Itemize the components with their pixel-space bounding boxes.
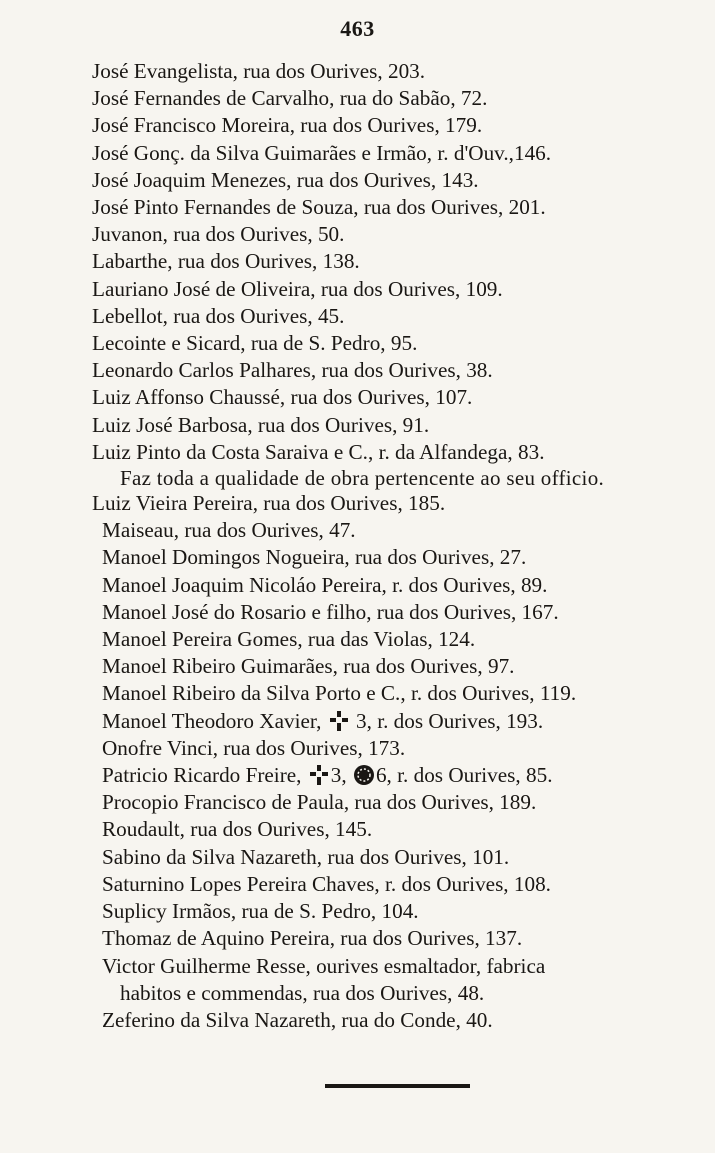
entry-text-part: Patricio Ricardo Freire, — [102, 763, 307, 788]
directory-entry: Lauriano José de Oliveira, rua dos Ourives, 109. — [92, 276, 503, 301]
order-cross-icon — [308, 764, 330, 786]
entry-text-part: 3, — [330, 763, 352, 788]
directory-entry: Procopio Francisco de Paula, rua dos Ourives, 189. — [102, 790, 537, 815]
directory-entry: Lebellot, rua dos Ourives, 45. — [92, 303, 345, 328]
directory-entry: Manoel Joaquim Nicoláo Pereira, r. dos Ourives, 89. — [102, 572, 548, 597]
entry-text-part: Manoel Theodoro Xavier, — [102, 708, 327, 733]
directory-entries — [92, 58, 692, 1034]
directory-entry: Maiseau, rua dos Ourives, 47. — [102, 518, 356, 543]
entry-continuation: habitos e commendas, rua dos Ourives, 48. — [120, 980, 485, 1005]
directory-entry — [92, 708, 692, 735]
directory-entry: Manoel Pereira Gomes, rua das Violas, 124. — [102, 627, 476, 652]
directory-entry: José Evangelista, rua dos Ourives, 203. — [92, 59, 426, 83]
directory-entry: Sabino da Silva Nazareth, rua dos Ourives, 101. — [102, 844, 510, 869]
directory-entry: José Francisco Moreira, rua dos Ourives, 179. — [92, 113, 483, 138]
directory-entry: Saturnino Lopes Pereira Chaves, r. dos Ourives, 108. — [102, 871, 551, 896]
directory-entry: Luiz Affonso Chaussé, rua dos Ourives, 107. — [92, 385, 473, 410]
directory-entry: Lecointe e Sicard, rua de S. Pedro, 95. — [92, 331, 418, 356]
directory-entry: Luiz José Barbosa, rua dos Ourives, 91. — [92, 412, 430, 437]
entry-text-part: 6, r. dos Ourives, 85. — [375, 763, 553, 788]
directory-entry: Onofre Vinci, rua dos Ourives, 173. — [102, 735, 406, 760]
order-cross-icon — [328, 710, 350, 732]
directory-entry: José Joaquim Menezes, rua dos Ourives, 143. — [92, 167, 479, 192]
directory-entry: Thomaz de Aquino Pereira, rua dos Ourives, 137. — [102, 926, 523, 951]
directory-entry: Manoel Ribeiro Guimarães, rua dos Ourives, 97. — [102, 654, 515, 679]
directory-entry: José Pinto Fernandes de Souza, rua dos Ourives, 201. — [92, 195, 546, 220]
entry-note: Faz toda a qualidade de obra pertencente ao seu officio. — [120, 466, 605, 491]
directory-entry: Leonardo Carlos Palhares, rua dos Ourives, 38. — [92, 358, 493, 383]
directory-entry: Luiz Pinto da Costa Saraiva e C., r. da Alfandega, 83. — [92, 439, 545, 464]
directory-entry: Victor Guilherme Resse, ourives esmaltador, fabrica — [102, 953, 546, 978]
closing-rule — [325, 1084, 470, 1088]
directory-entry: Roudault, rua dos Ourives, 145. — [102, 817, 373, 842]
directory-entry: Suplicy Irmãos, rua de S. Pedro, 104. — [102, 899, 419, 924]
directory-entry: Juvanon, rua dos Ourives, 50. — [92, 222, 345, 247]
order-rose-icon — [353, 764, 375, 786]
directory-entry: Labarthe, rua dos Ourives, 138. — [92, 249, 360, 274]
directory-entry: Luiz Vieira Pereira, rua dos Ourives, 185. — [92, 491, 446, 516]
entry-text-part: 3, r. dos Ourives, 193. — [350, 708, 544, 733]
directory-entry: Zeferino da Silva Nazareth, rua do Conde, 40. — [102, 1007, 493, 1032]
directory-entry: José Fernandes de Carvalho, rua do Sabão, 72. — [92, 86, 488, 111]
page-number: 463 — [340, 16, 375, 41]
directory-entry: Manoel Domingos Nogueira, rua dos Ourives, 27. — [102, 545, 527, 570]
directory-entry: José Gonç. da Silva Guimarães e Irmão, r. d'Ouv.,146. — [92, 140, 552, 165]
directory-entry — [92, 762, 692, 789]
directory-entry: Manoel José do Rosario e filho, rua dos Ourives, 167. — [102, 599, 559, 624]
directory-entry: Manoel Ribeiro da Silva Porto e C., r. dos Ourives, 119. — [102, 681, 577, 706]
